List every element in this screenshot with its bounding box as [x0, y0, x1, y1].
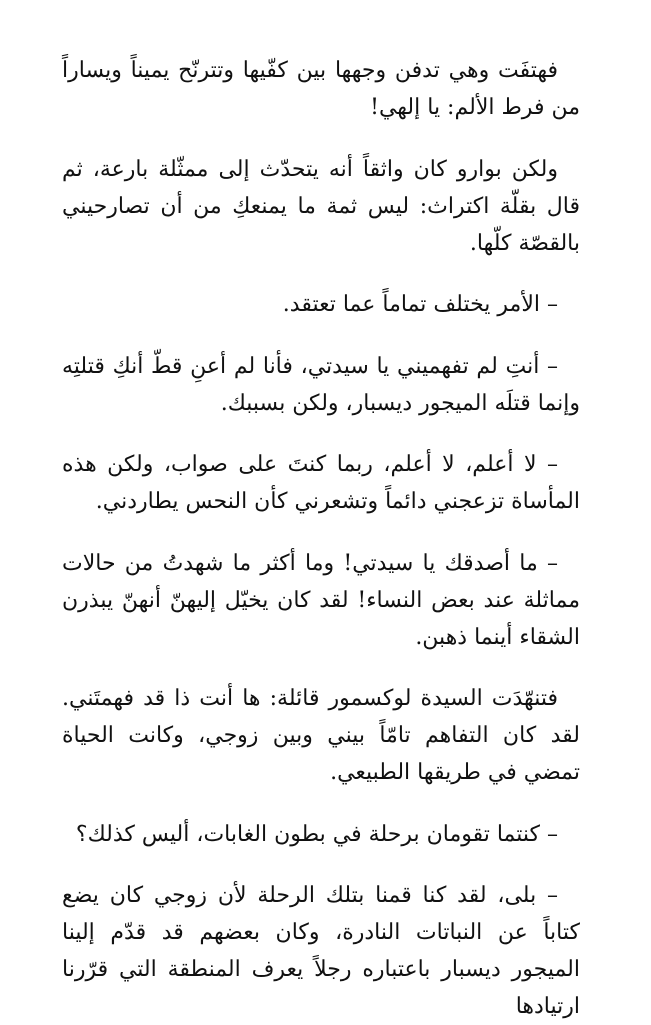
- paragraph: – الأمر يختلف تماماً عما تعتقد.: [282, 292, 558, 317]
- paragraph: – كنتما تقومان برحلة في بطون الغابات، أليس كذلك؟: [75, 821, 558, 847]
- paragraph: – أنتِ لم تفهميني يا سيدتي، فأنا لم أعنِ قطّ أنكِ قتلتِه وإنما قتلَه الميجور ديسبار، ولكن بسببك.: [62, 353, 580, 416]
- page-body: [62, 52, 580, 1025]
- paragraph: – لا أعلم، لا أعلم، ربما كنتَ على صواب، ولكن هذه المأساة تزعجني دائماً وتشعرني كأن النحس يطاردني.: [62, 452, 580, 514]
- paragraph: فتنهّدَت السيدة لوكسمور قائلة: ها أنت ذا قد فهمتَني. لقد كان التفاهم تامّاً بيني وبين زوجي، وكانت الحياة تمضي في طريقها الطبيعي.: [62, 686, 580, 785]
- paragraph: – ما أصدقك يا سيدتي! وما أكثر ما شهدتُ من حالات مماثلة عند بعض النساء! لقد كان يخيّل إليهنّ أنهنّ يبذرن الشقاء أينما ذهبن.: [62, 550, 580, 650]
- paragraph: – بلى، لقد كنا قمنا بتلك الرحلة لأن زوجي كان يضع كتاباً عن النباتات النادرة، وكان بعضهم قد قدّم إلينا الميجور ديسبار باعتباره رجلاً يعرف المنطقة التي قرّرنا ارتيادها: [62, 883, 580, 1019]
- paragraph: فهتفَت وهي تدفن وجهها بين كفّيها وتترنّح يميناً ويساراً من فرط الألم: يا إلهي!: [62, 58, 580, 120]
- paragraph: ولكن بوارو كان واثقاً أنه يتحدّث إلى ممثّلة بارعة، ثم قال بقلّة اكتراث: ليس ثمة ما يمنعكِ من أن تصارحيني بالقصّة كلّها.: [62, 156, 580, 256]
